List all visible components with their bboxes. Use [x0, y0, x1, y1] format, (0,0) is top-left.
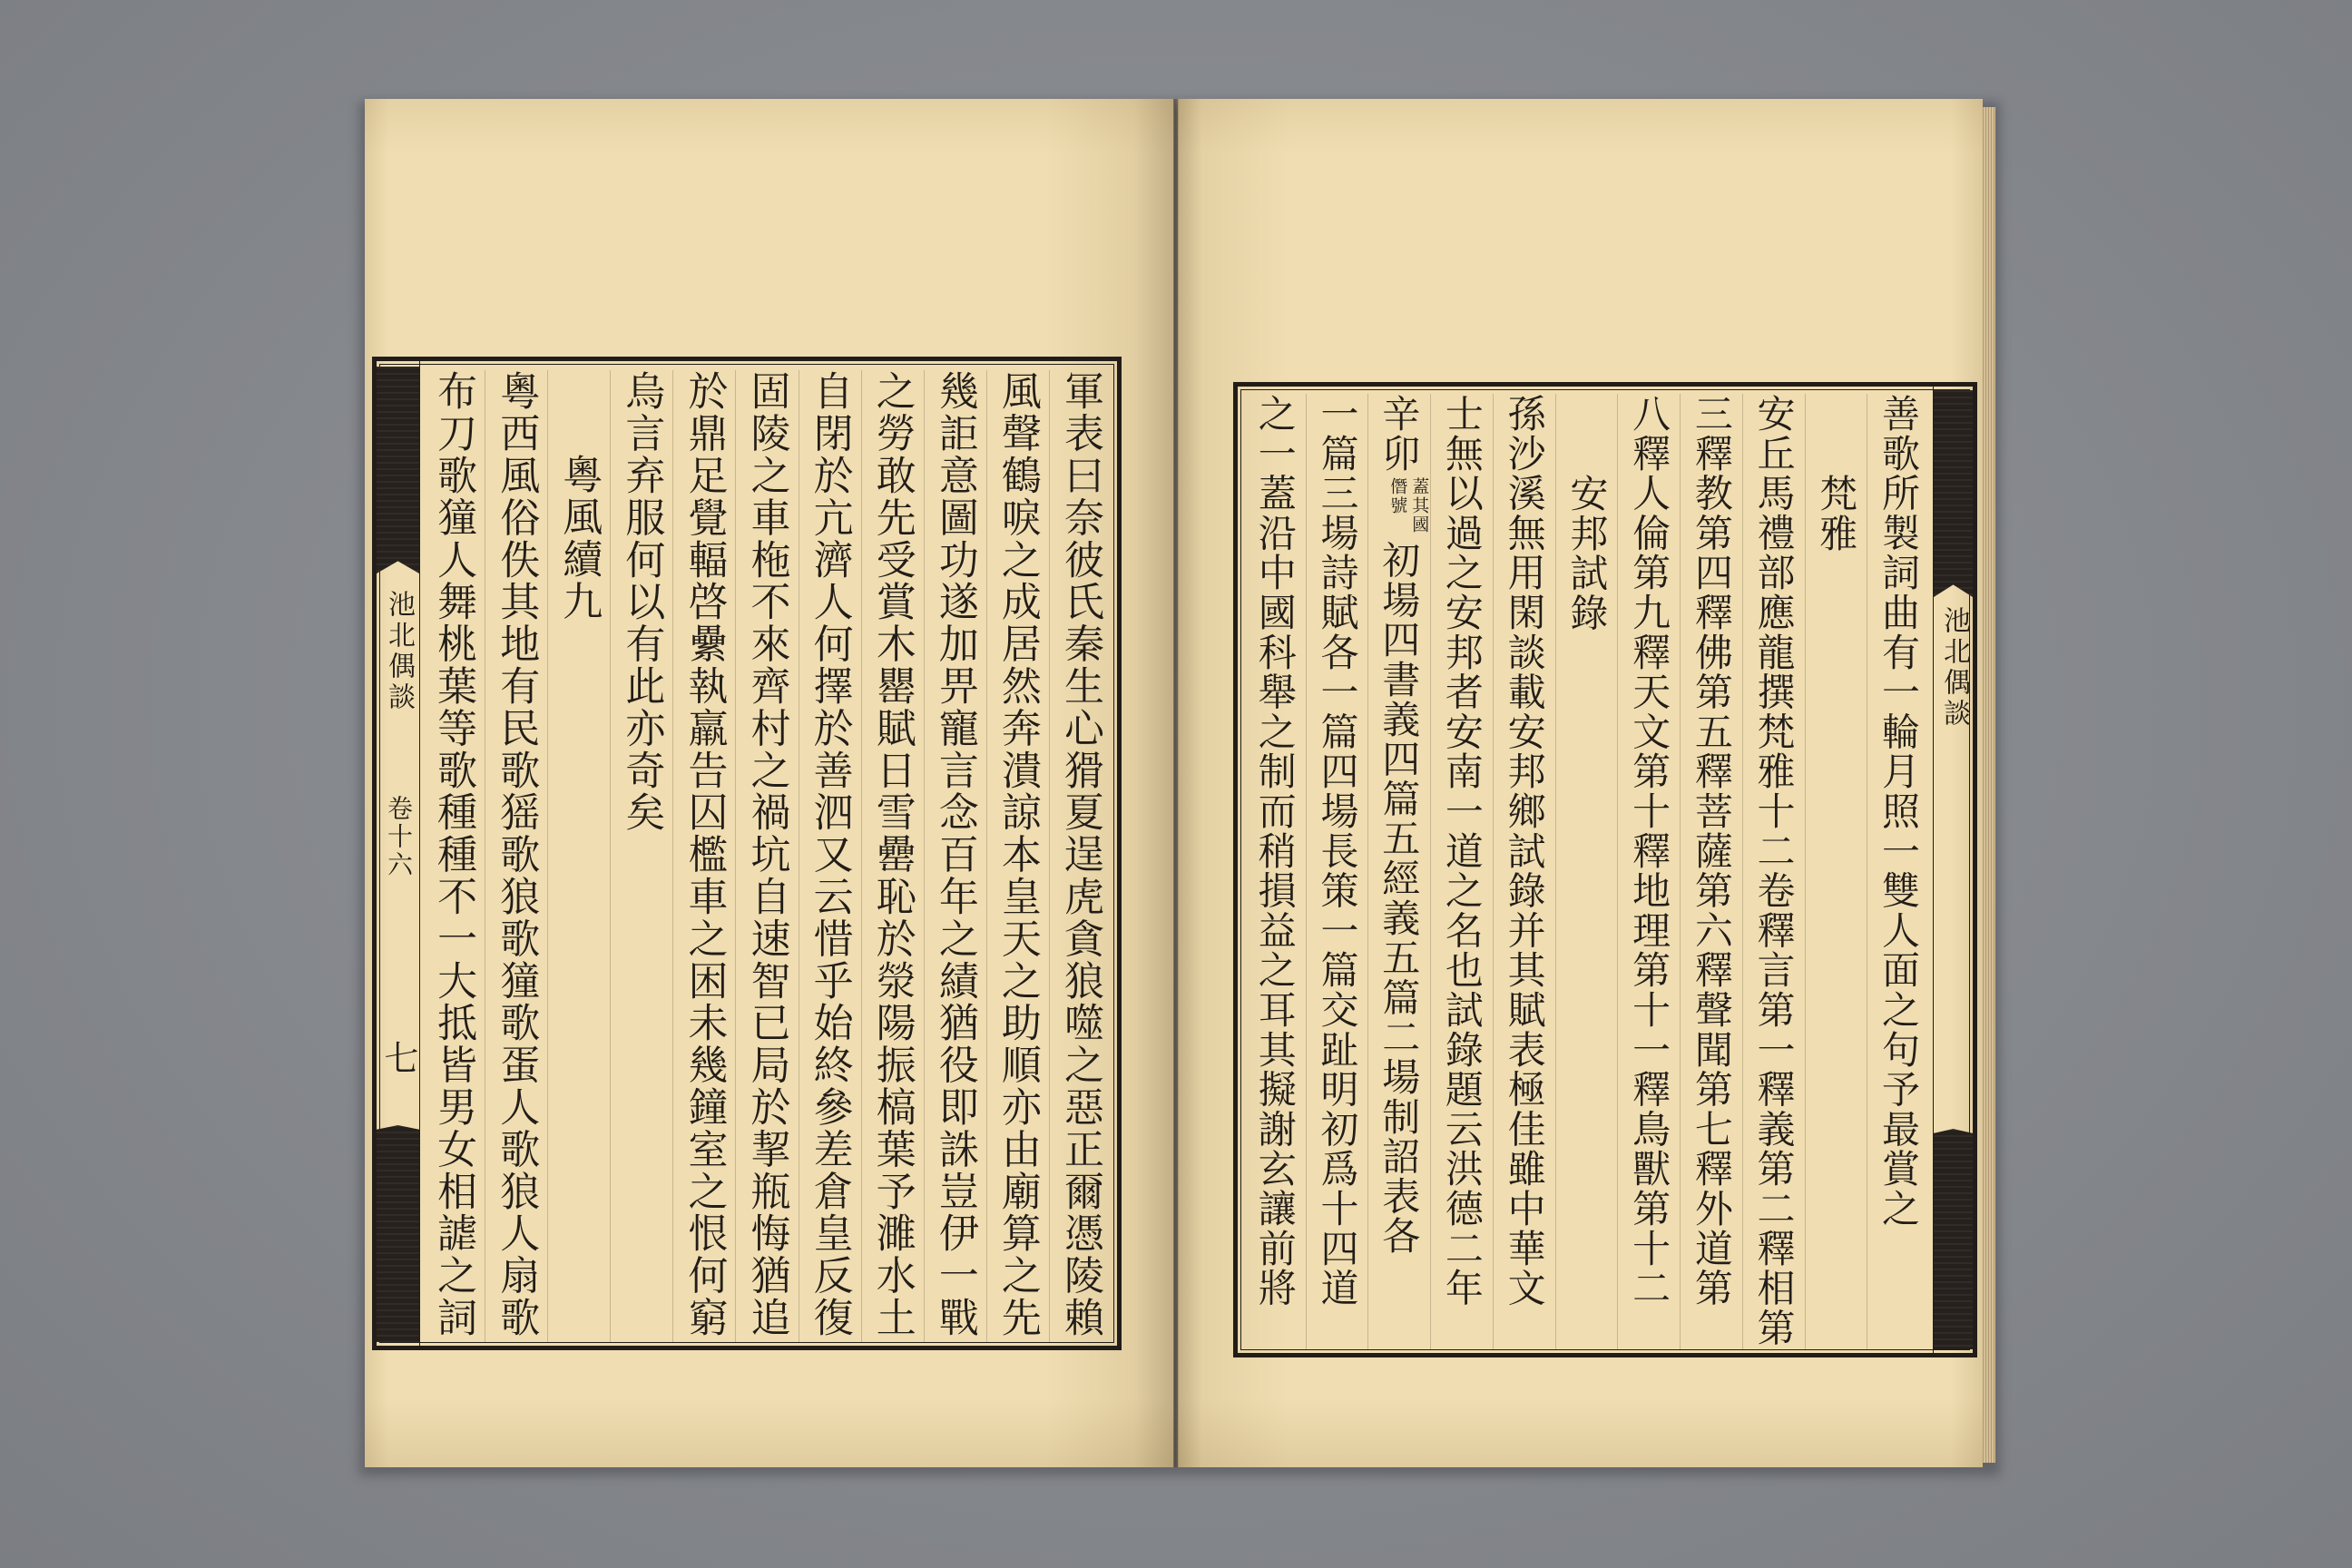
text-column: 烏言弃服何以有此亦奇矣: [610, 370, 672, 1342]
text-column: 之勞敢先受賞木罌賦日雪罍恥於滎陽振槁葉予濉水土: [861, 370, 924, 1342]
text-column: 軍表曰奈彼氏秦生心猾夏逞虎貪狼噬之惡正爾憑陵賴: [1049, 370, 1112, 1342]
book-gutter: [1173, 99, 1179, 1467]
text-column: 三釋教第四釋佛第五釋菩薩第六釋聲聞第七釋外道第: [1680, 394, 1742, 1349]
text-column: 自閉於亢濟人何擇於善泗又云惜乎始終參差倉皇反復: [799, 370, 861, 1342]
section-heading-column: 安邦試錄: [1555, 394, 1618, 1349]
section-heading-column: 粵風續九: [547, 370, 610, 1342]
black-mouth-bar-top: [377, 367, 419, 573]
black-mouth-bar-top: [1934, 390, 1973, 597]
text-column: 風聲鶴唳之成居然奔潰諒本皇天之助順亦由廟算之先: [986, 370, 1049, 1342]
interlinear-note: 蓋其國僭號: [1387, 476, 1430, 534]
text-column: 孫沙溪無用閑談載安邦鄉試錄并其賦表極佳雖中華文: [1493, 394, 1555, 1349]
left-text-body: [422, 370, 1112, 1342]
text-column: 一篇三場詩賦各一篇四場長策一篇交趾明初爲十四道: [1306, 394, 1368, 1349]
text-column: 士無以過之安邦者安南一道之名也試錄題云洪德二年: [1430, 394, 1493, 1349]
text-column: [1367, 394, 1430, 1349]
text-column: 之一蓋沿中國科舉之制而稍損益之耳其擬謝玄讓前將: [1252, 394, 1298, 1308]
book-page-edge: [1983, 107, 1995, 1463]
text-column: 固陵之車柂不來齊村之禍坑自速智已局於挈瓶悔猶追: [735, 370, 798, 1342]
text-column: 於鼎足覺輻啓纍執羸告囚檻車之困未幾鐘室之恨何窮: [672, 370, 735, 1342]
black-mouth-bar-bottom: [1934, 1129, 1973, 1349]
right-print-frame: [1233, 382, 1977, 1357]
margin-book-title: 池北偶談: [1938, 606, 1970, 730]
black-mouth-bar-bottom: [377, 1125, 419, 1342]
text-column: 安丘馬禮部應龍撰梵雅十二卷釋言第一釋義第二釋相第: [1742, 394, 1805, 1349]
text-column: 布刀歌獞人舞桃葉等歌種種不一大抵皆男女相謔之詞: [430, 370, 477, 1339]
margin-page-number: 七: [378, 1040, 418, 1074]
left-print-frame: [372, 357, 1122, 1350]
right-text-body: [1243, 394, 1929, 1349]
text-column: 粵西風俗佚其地有民歌猺歌狼歌獞歌蛋人歌狼人扇歌: [485, 370, 547, 1342]
text-column: 善歌所製詞曲有一輪月照一雙人面之句予最賞之: [1867, 394, 1929, 1349]
section-heading-column: 梵雅: [1805, 394, 1867, 1349]
margin-book-title: 池北偶談: [383, 590, 415, 713]
left-center-strip: [377, 361, 420, 1346]
column-text-segment: 初場四書義四篇五經義五篇二場制詔表各: [1377, 540, 1422, 1257]
right-center-strip: [1933, 387, 1973, 1353]
text-column: 幾詎意圖功遂加畀寵言念百年之績猶役即誅豈伊一戰: [924, 370, 986, 1342]
margin-volume-number: 卷十六: [384, 795, 414, 879]
column-text-segment: 辛卯: [1377, 394, 1422, 474]
text-column: 八釋人倫第九釋天文第十釋地理第十一釋鳥獸第十二: [1617, 394, 1680, 1349]
